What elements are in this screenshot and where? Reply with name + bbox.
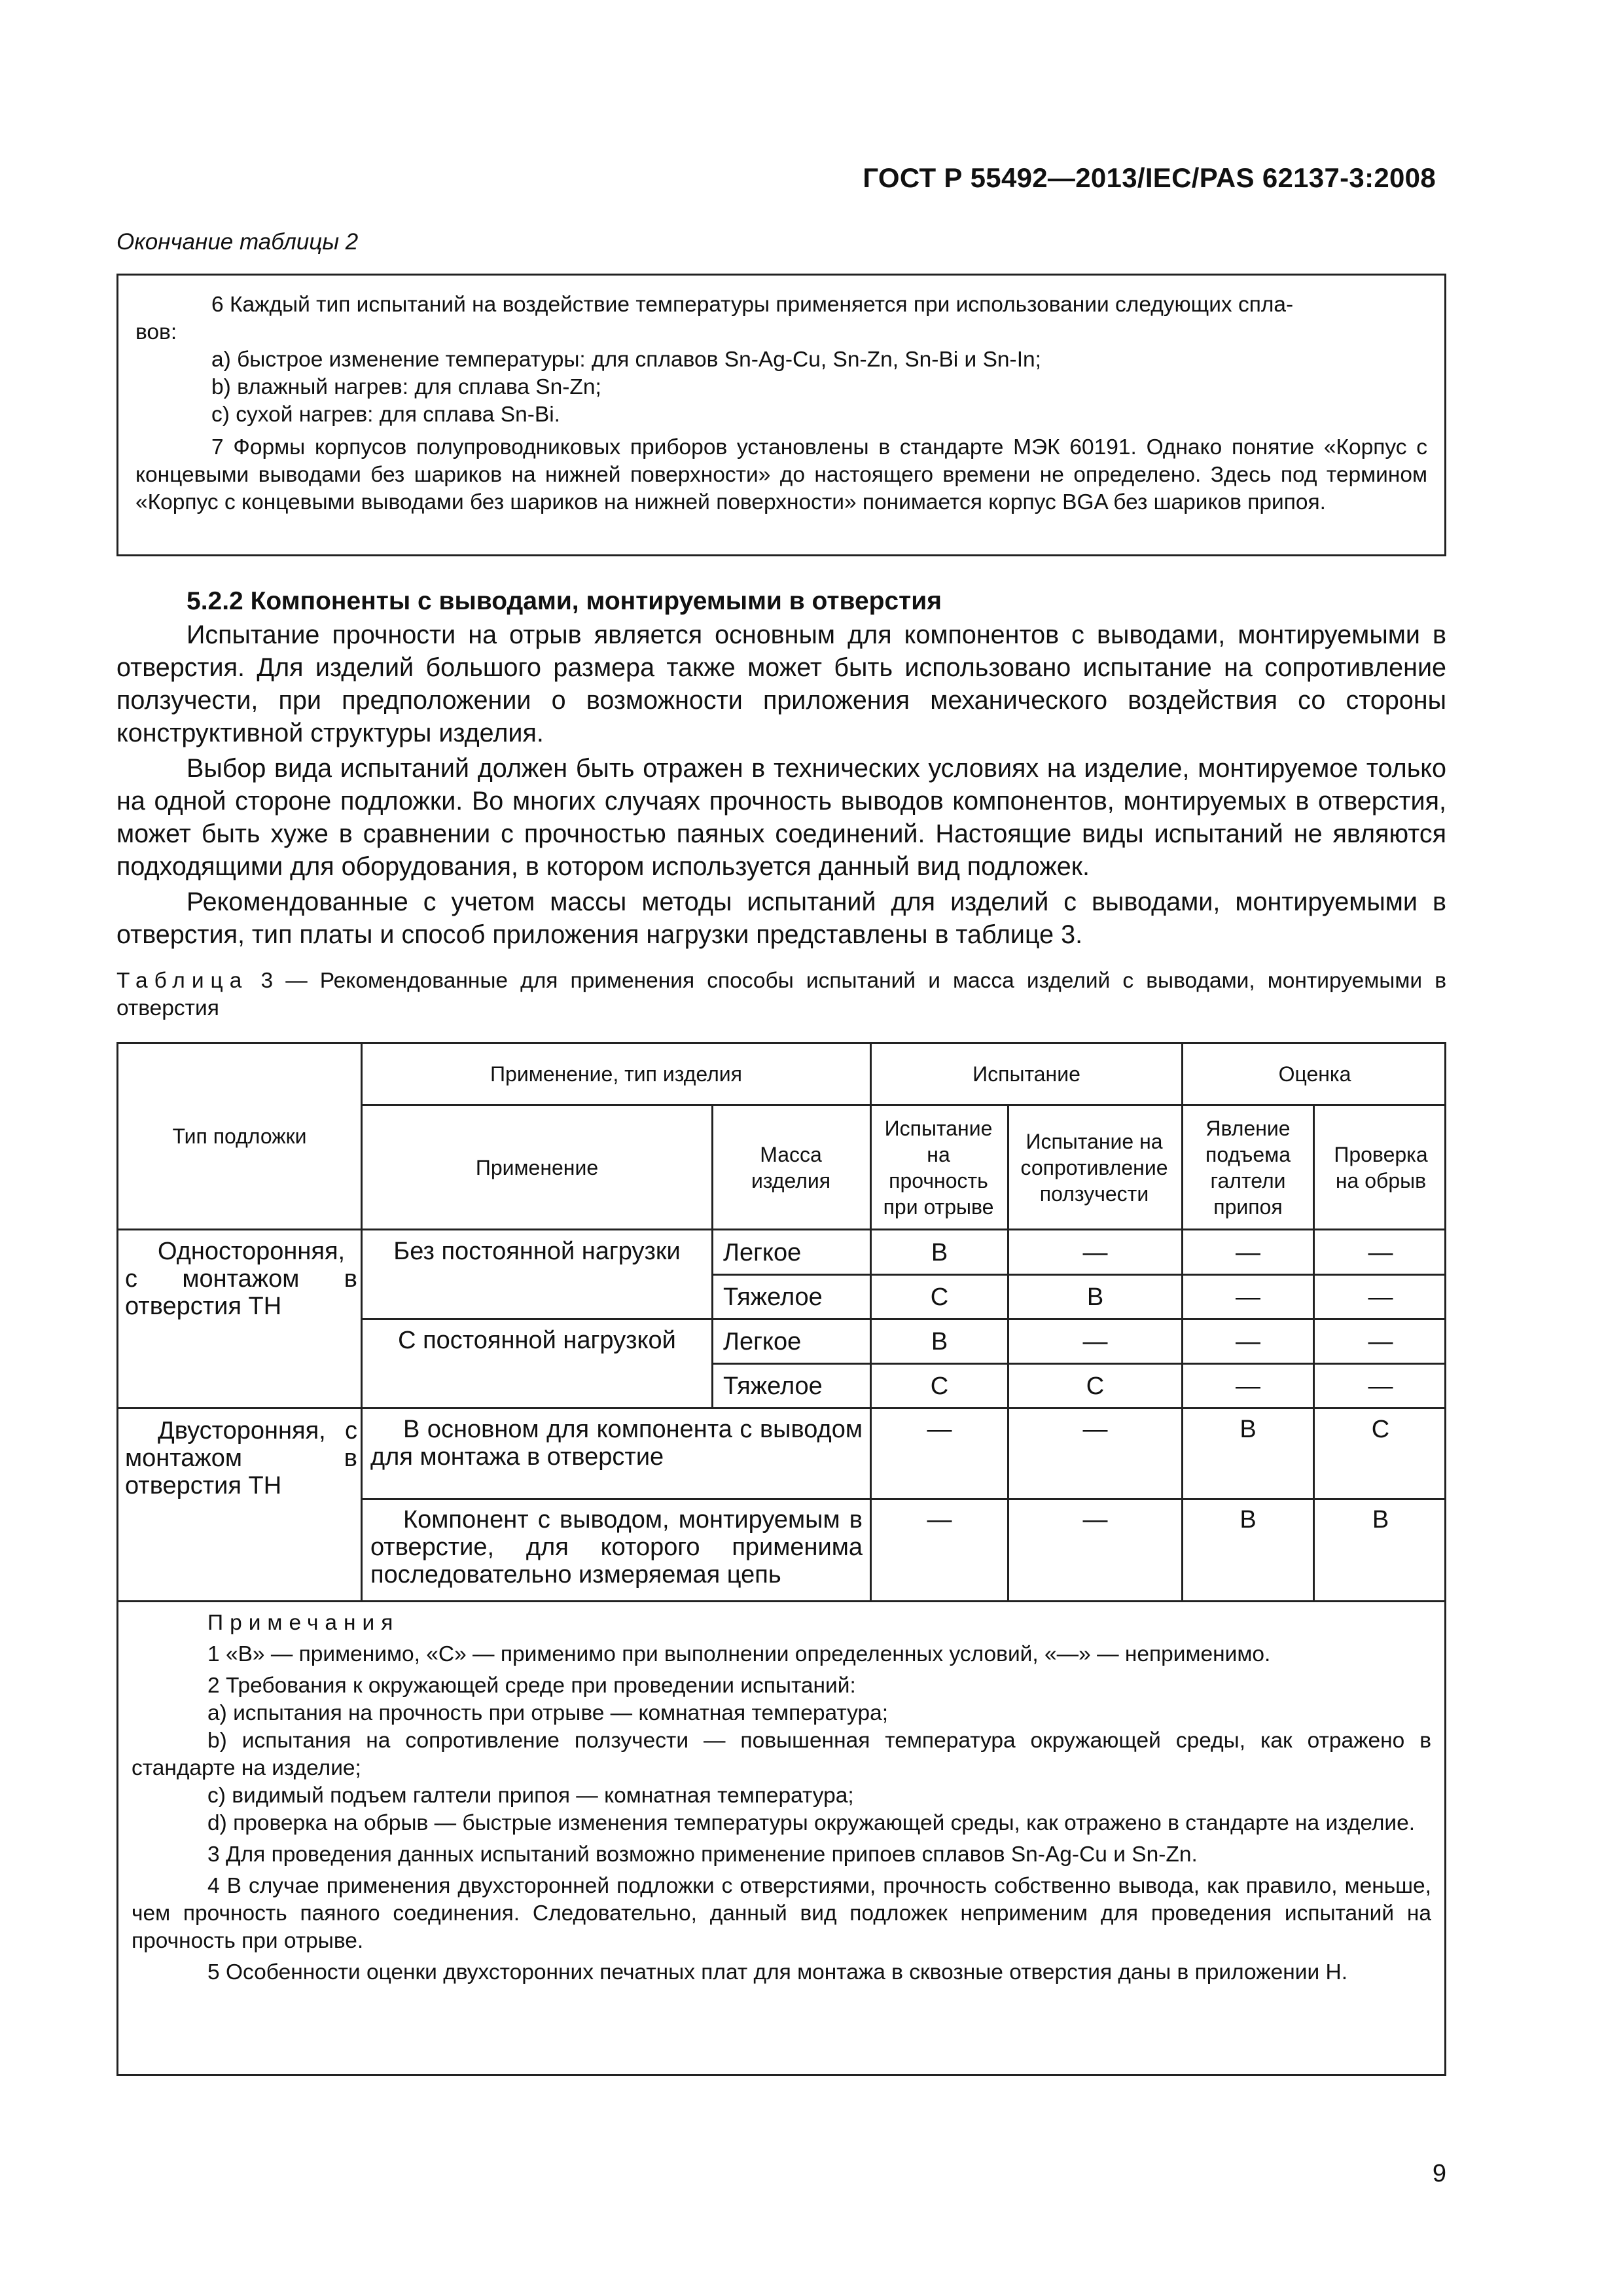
- creep-row-2: В: [1086, 1283, 1104, 1311]
- pull-row-2: С: [930, 1283, 949, 1311]
- pull-row-6: —: [927, 1506, 952, 1534]
- notes-title: Примечания: [207, 1611, 400, 1635]
- note-2b: b) испытания на сопротивление ползучести — повышенная температура окружающей среды, как отражено в стандарте на изделие;: [132, 1729, 1431, 1780]
- break-row-6: В: [1372, 1506, 1389, 1534]
- header-application-group: Применение, тип изделия: [490, 1062, 742, 1086]
- mass-row-2: Тяжелое: [723, 1283, 823, 1311]
- note-3: 3 Для проведения данных испытаний возможно применение припоев сплавов Sn-Ag-Cu и Sn-Zn.: [207, 1842, 1198, 1867]
- note6-line2: вов:: [135, 320, 177, 344]
- table3-caption-text: 3 — Рекомендованные для применения способы испытаний и масса изделий с выводами, монтируемыми в отверстия: [116, 969, 1446, 1020]
- note6-item-c: c) сухой нагрев: для сплава Sn-Bi.: [211, 403, 560, 427]
- table3-caption-word: Таблица: [116, 969, 249, 993]
- fillet-row-4: —: [1236, 1372, 1260, 1400]
- note-4: 4 В случае применения двухсторонней подложки с отверстиями, прочность собственно вывода, как правило, меньше, чем прочность паяного соединения. Следовательно, данный вид подложек неприменим для проведения испытаний на прочность при отрыве.: [132, 1874, 1431, 1953]
- table-continuation-label: Окончание таблицы 2: [116, 229, 359, 255]
- page-number: 9: [1432, 2160, 1446, 2187]
- header-mass: Масса изделия: [751, 1142, 831, 1193]
- table2-notes-box: [116, 274, 1446, 556]
- header-break-check: Проверка на обрыв: [1334, 1142, 1428, 1193]
- creep-row-5: —: [1082, 1416, 1108, 1443]
- app-no-constant-load: Без постоянной нагрузки: [393, 1238, 681, 1265]
- substrate-double-sided: Двусторонняя, с монтажом в отверстия TH: [125, 1417, 357, 1499]
- document-code: ГОСТ Р 55492—2013/IEC/PAS 62137-3:2008: [863, 162, 1436, 193]
- break-row-1: —: [1368, 1239, 1393, 1266]
- fillet-row-3: —: [1236, 1328, 1260, 1355]
- paragraph-3: Рекомендованные с учетом массы методы испытаний для изделий с выводами, монтируемыми в отверстия, тип платы и способ приложения нагрузки представлены в таблице 3.: [116, 888, 1446, 949]
- fillet-row-6: В: [1240, 1506, 1257, 1534]
- pull-row-1: В: [931, 1239, 948, 1266]
- break-row-3: —: [1368, 1328, 1393, 1355]
- note-2a: a) испытания на прочность при отрыве — комнатная температура;: [207, 1701, 889, 1725]
- table3-caption: [116, 967, 1446, 1022]
- paragraph-2: Выбор вида испытаний должен быть отражен в технических условиях на изделие, монтируемое только на одной стороне подложки. Во многих случаях прочность выводов компонентов, монтируемых в отверстия, может быть хуже в сравнении с прочностью паяных соединений. Настоящие виды испытаний не являются подходящими для оборудования, в котором используется данный вид подложек.: [116, 754, 1446, 881]
- fillet-row-5: В: [1240, 1416, 1257, 1443]
- note-1: 1 «В» — применимо, «С» — применимо при выполнении определенных условий, «—» — неприменимо.: [207, 1642, 1271, 1666]
- break-row-5: С: [1371, 1416, 1390, 1443]
- fillet-row-2: —: [1236, 1283, 1260, 1311]
- header-substrate-type: Тип подложки: [172, 1124, 307, 1148]
- app-daisy-chain-component: Компонент с выводом, монтируемым в отверстие, для которого применима последовательно измеряемая цепь: [370, 1506, 863, 1588]
- table3-notes: [118, 1609, 1444, 2074]
- pull-row-5: —: [927, 1416, 952, 1443]
- paragraph-1: Испытание прочности на отрыв является основным для компонентов с выводами, монтируемыми в отверстия. Для изделий большого размера также может быть использовано испытание на сопротивление ползучести, при предположении о возможности приложения механического воздействия со стороны конструктивной структуры изделия.: [116, 620, 1446, 747]
- header-test-group: Испытание: [972, 1062, 1080, 1086]
- app-mainly-through-hole: В основном для компонента с выводом для монтажа в отверстие: [370, 1416, 863, 1471]
- mass-row-1: Легкое: [723, 1239, 802, 1266]
- header-eval-group: Оценка: [1278, 1062, 1351, 1086]
- substrate-single-sided: Односторонняя, с монтажом в отверстия TH: [125, 1238, 357, 1320]
- header-application: Применение: [475, 1155, 599, 1179]
- mass-row-4: Тяжелое: [723, 1372, 823, 1400]
- creep-row-3: —: [1082, 1328, 1108, 1355]
- note6-item-a: a) быстрое изменение температуры: для сплавов Sn-Ag-Cu, Sn-Zn, Sn-Bi и Sn-In;: [211, 348, 1041, 372]
- creep-row-4: С: [1086, 1372, 1105, 1400]
- break-row-2: —: [1368, 1283, 1393, 1311]
- note-5: 5 Особенности оценки двухсторонних печатных плат для монтажа в сквозные отверстия даны в приложении Н.: [207, 1960, 1348, 1984]
- note6-item-b: b) влажный нагрев: для сплава Sn-Zn;: [211, 375, 601, 399]
- header-pull-test: Испытание на прочность при отрыве: [883, 1116, 994, 1219]
- header-creep-test: Испытание на сопротивление ползучести: [1020, 1129, 1168, 1206]
- section-title: 5.2.2 Компоненты с выводами, монтируемыми в отверстия: [187, 587, 942, 615]
- header-fillet-lifting: Явление подъема галтели припоя: [1205, 1116, 1291, 1219]
- note7: 7 Формы корпусов полупроводниковых приборов установлены в стандарте МЭК 60191. Однако понятие «Корпус с концевыми выводами без шариков на нижней поверхности» до настоящего времени не определено. Здесь под термином «Корпус с концевыми выводами без шариков на нижней поверхности» понимается корпус BGA без шариков припоя.: [135, 435, 1427, 514]
- note-2: 2 Требования к окружающей среде при проведении испытаний:: [207, 1674, 856, 1698]
- note-2d: d) проверка на обрыв — быстрые изменения температуры окружающей среды, как отражено в стандарте на изделие.: [207, 1811, 1416, 1835]
- note-2c: c) видимый подъем галтели припоя — комнатная температура;: [207, 1784, 854, 1808]
- mass-row-3: Легкое: [723, 1328, 802, 1355]
- creep-row-6: —: [1082, 1506, 1108, 1534]
- pull-row-3: В: [931, 1328, 948, 1355]
- table3: [116, 1042, 1446, 2076]
- fillet-row-1: —: [1236, 1239, 1260, 1266]
- app-constant-load: С постоянной нагрузкой: [398, 1327, 676, 1354]
- pull-row-4: С: [930, 1372, 949, 1400]
- creep-row-1: —: [1082, 1239, 1108, 1266]
- section-body: [116, 619, 1446, 951]
- break-row-4: —: [1368, 1372, 1393, 1400]
- note6-line1: 6 Каждый тип испытаний на воздействие температуры применяется при использовании следующих спла-: [211, 293, 1294, 317]
